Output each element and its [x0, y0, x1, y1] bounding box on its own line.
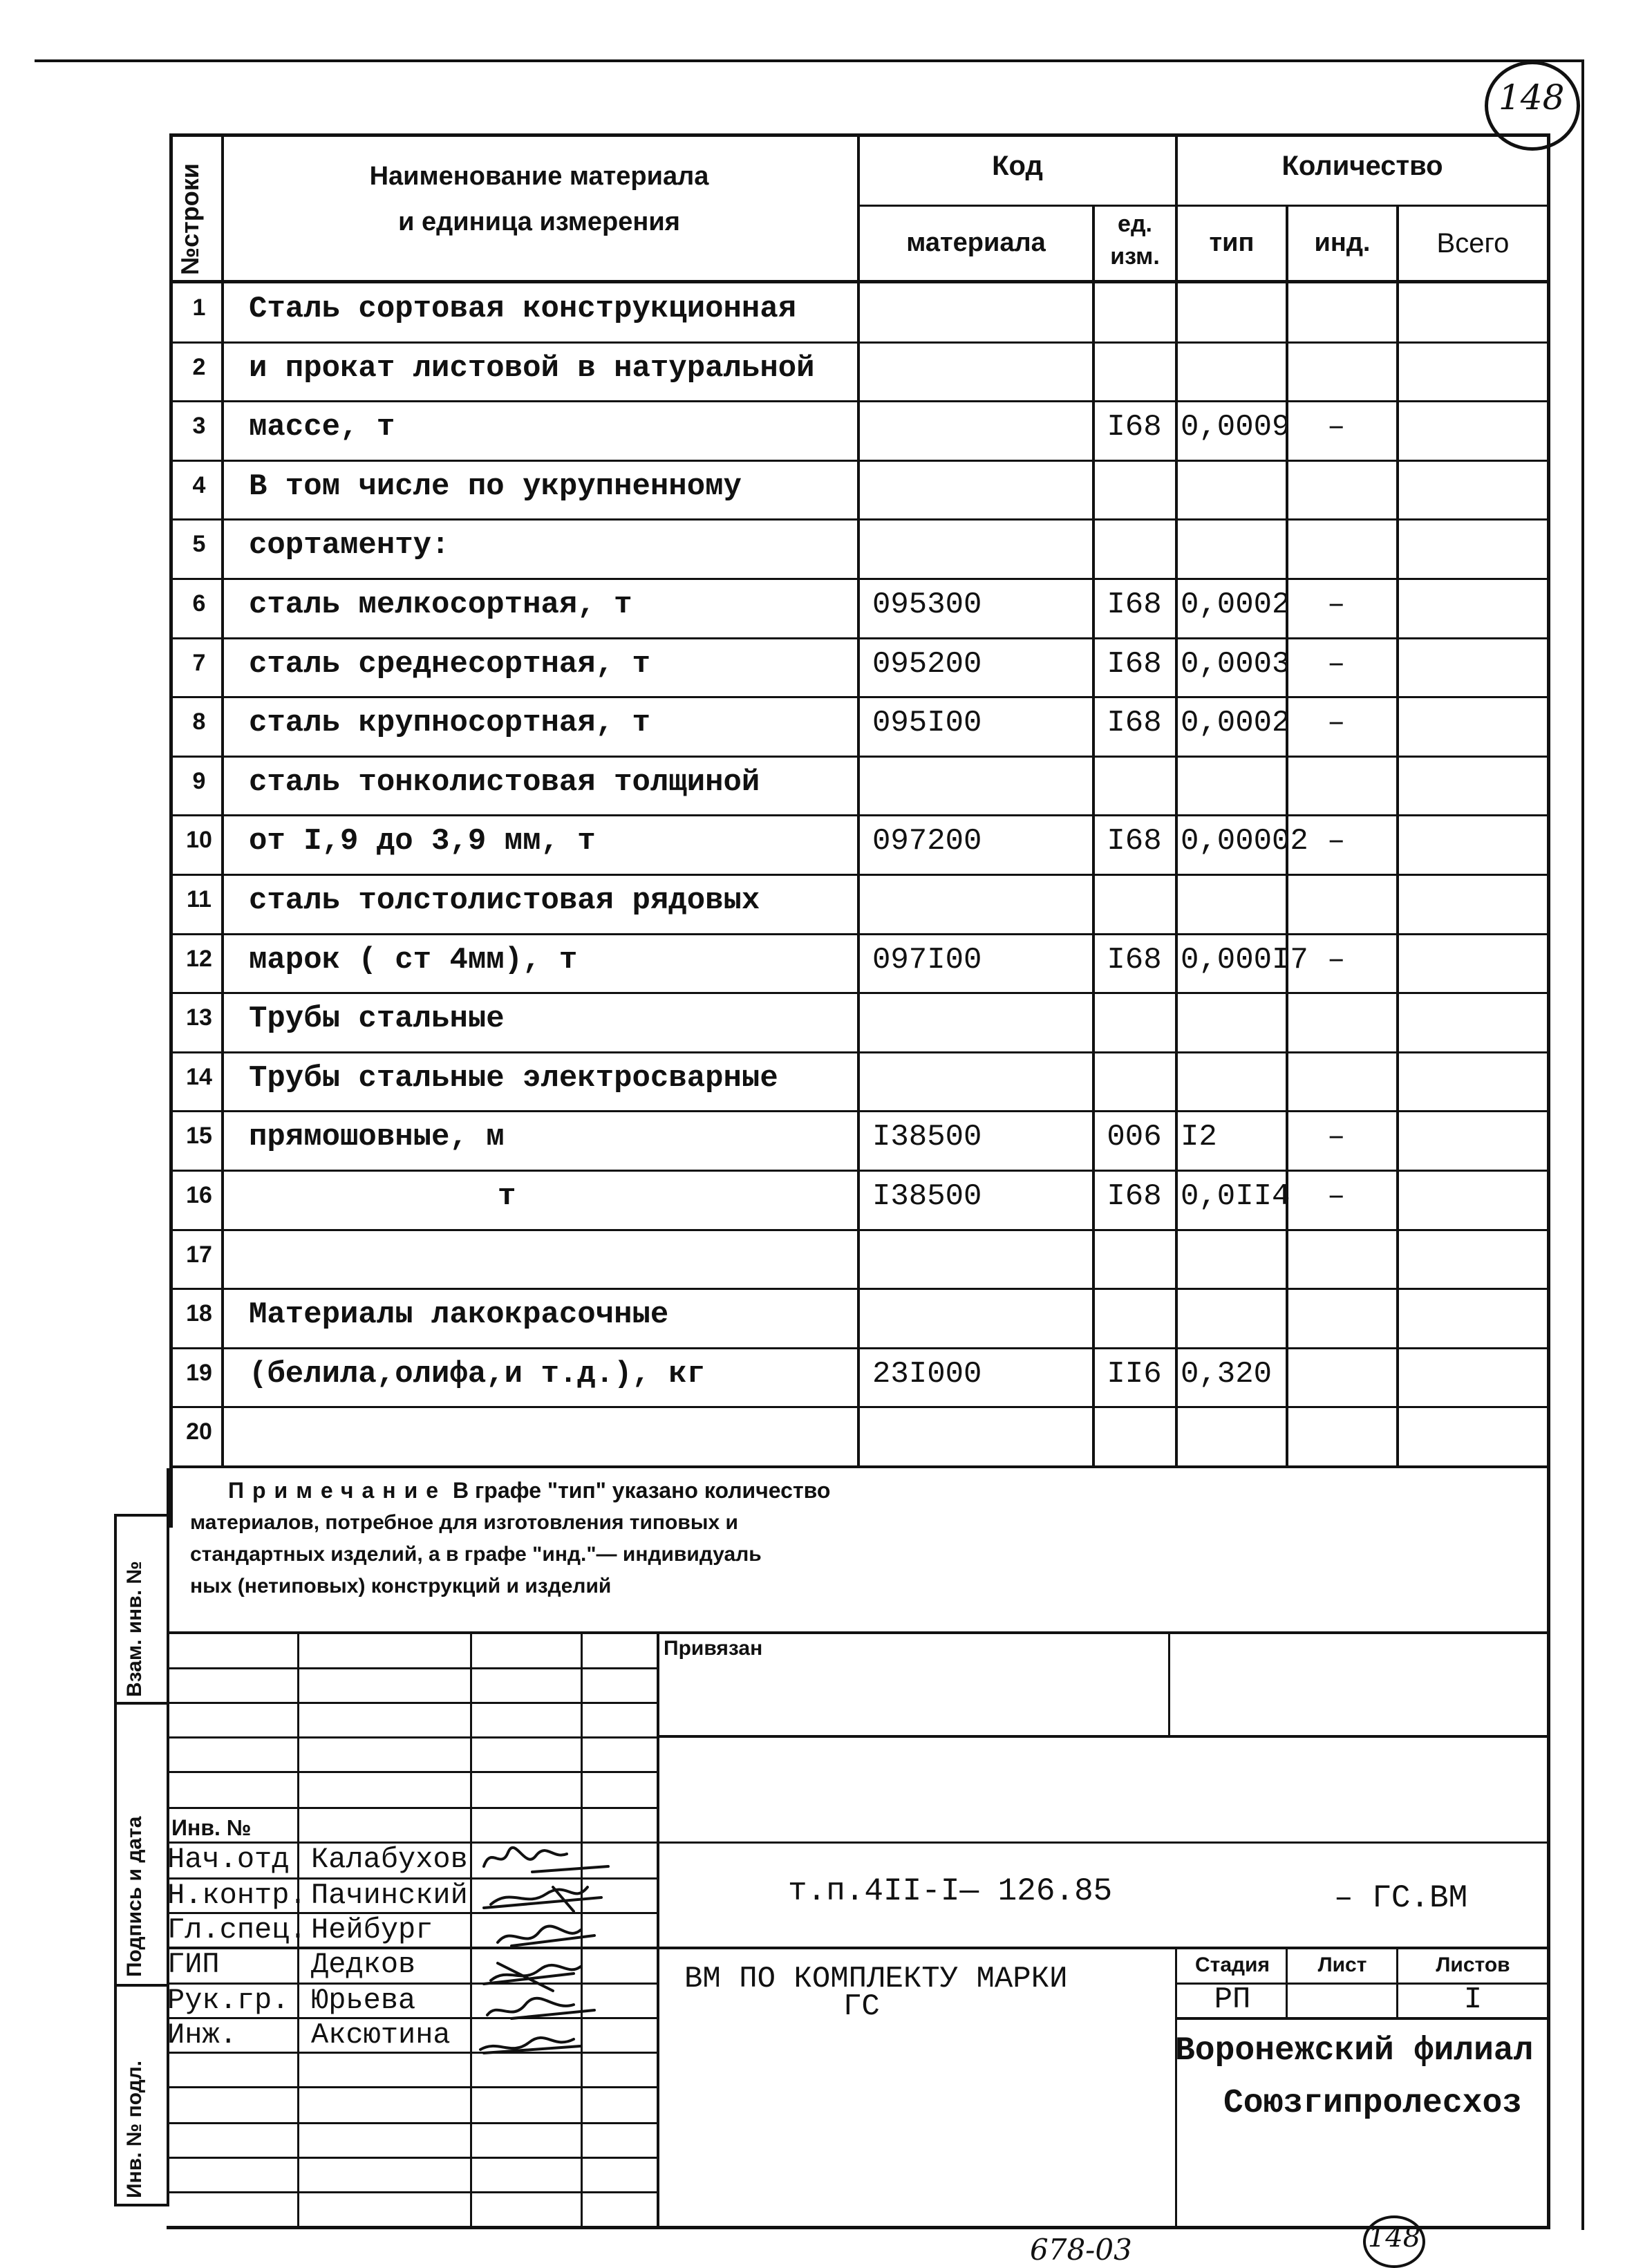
row-number: 6 [192, 590, 206, 617]
qty-ind: – [1327, 706, 1346, 740]
person-name: Дедков [311, 1948, 416, 1981]
stamp-bottom [167, 2226, 1550, 2229]
unit-code: I68 [1107, 1179, 1162, 1214]
person-name: Юрьева [311, 1984, 416, 2017]
note-text1: В графе "тип" указано количество [452, 1478, 831, 1503]
unit-code: I68 [1107, 410, 1162, 444]
person-role: Н.контр. [167, 1879, 307, 1912]
row-number: 2 [192, 354, 206, 380]
row-divider [169, 992, 1550, 994]
material-name: массе, т [249, 410, 395, 444]
top-rule [35, 59, 1583, 62]
row-number: 16 [186, 1182, 212, 1208]
row-divider [169, 933, 1550, 935]
qty-type: 0,0003 [1181, 647, 1290, 682]
row-number: 8 [192, 709, 206, 735]
row-number: 14 [186, 1064, 212, 1090]
qty-ind: – [1327, 588, 1346, 622]
qty-type: 0,320 [1181, 1357, 1272, 1391]
header-unit-line2: изм. [1110, 243, 1160, 270]
doc-code: т.п.4II-I— 126.85 [788, 1873, 1113, 1909]
header-name-line2: и единица измерения [398, 207, 680, 236]
unit-code: 006 [1107, 1120, 1162, 1154]
stage-left-line [1175, 1947, 1177, 2226]
row-divider [169, 1051, 1550, 1053]
stamp-row-1 [167, 1667, 657, 1669]
material-name: сталь среднесортная, т [249, 647, 650, 682]
stamp-row-4 [167, 1771, 657, 1773]
unit-code: I68 [1107, 647, 1162, 682]
header-code: Код [992, 151, 1043, 181]
row-number: 17 [186, 1241, 212, 1268]
qty-ind: – [1327, 410, 1346, 444]
margin-right-line [167, 1468, 169, 2205]
material-name: т [498, 1179, 516, 1214]
margin-inv-podl: Инв. № подл. [123, 2060, 146, 2198]
col-line-ind [1396, 205, 1399, 1468]
row-divider [169, 814, 1550, 816]
person-name: Калабухов [311, 1843, 468, 1876]
row-number: 19 [186, 1360, 212, 1386]
row-divider [169, 756, 1550, 758]
row-number: 15 [186, 1123, 212, 1149]
row-number: 13 [186, 1004, 212, 1031]
stage-label: Стадия [1194, 1953, 1270, 1976]
note-line2: материалов, потребное для изготовления типовых и [190, 1511, 738, 1534]
qty-ind: – [1327, 1120, 1346, 1154]
row-divider [169, 1110, 1550, 1112]
row-divider [169, 696, 1550, 698]
row-number: 11 [187, 886, 212, 912]
margin-podpis: Подпись и дата [123, 1816, 146, 1977]
qty-type: 0,0II4 [1181, 1179, 1290, 1214]
qty-ind: – [1327, 647, 1346, 682]
person-role: Инж. [167, 2018, 237, 2052]
row-divider [169, 518, 1550, 521]
qty-ind: – [1327, 943, 1346, 977]
row-number: 20 [186, 1418, 212, 1445]
unit-code: I68 [1107, 824, 1162, 859]
person-role: ГИП [167, 1948, 220, 1981]
stage-bottom-line [1175, 2017, 1548, 2020]
material-name: сталь тонколистовая толщиной [249, 765, 760, 800]
doc-title-line1: ВМ ПО КОМПЛЕКТУ МАРКИ [684, 1962, 1068, 1996]
person-name: Пачинский [311, 1879, 468, 1912]
margin-vzam: Взам. инв. № [123, 1561, 146, 1697]
row-number: 4 [192, 472, 206, 498]
header-type: тип [1209, 228, 1255, 257]
material-name: Трубы стальные [249, 1002, 505, 1036]
material-code: I38500 [872, 1179, 982, 1214]
row-number: 1 [192, 294, 206, 321]
stage-col-2 [1396, 1947, 1398, 2018]
person-role: Рук.гр. [167, 1984, 290, 2017]
col-line-name [857, 133, 860, 1468]
material-name: сталь мелкосортная, т [249, 588, 632, 622]
material-name: Трубы стальные электросварные [249, 1061, 778, 1096]
org-line1: Воронежский филиал [1175, 2032, 1534, 2070]
row-number: 10 [186, 827, 212, 853]
row-divider [169, 341, 1550, 344]
margin-line-2 [114, 1984, 169, 1987]
note-label: Примечание [228, 1478, 447, 1503]
material-name: Материалы лакокрасочные [249, 1297, 669, 1332]
header-unit-line1: ед. [1118, 211, 1152, 237]
row-number: 7 [192, 650, 206, 676]
material-name: сталь толстолистовая рядовых [249, 883, 760, 918]
row-number: 12 [186, 946, 212, 972]
stamp-row-5 [167, 1807, 657, 1809]
col-line-unit [1175, 133, 1178, 1468]
material-name: от I,9 до 3,9 мм, т [249, 824, 596, 859]
margin-top-line [114, 1514, 169, 1517]
row-number: 3 [192, 413, 206, 439]
material-code: 097I00 [872, 943, 982, 977]
page-number: 148 [1499, 77, 1565, 118]
material-name: сталь крупносортная, т [249, 706, 650, 740]
org-line2: Союзгипролесхоз [1223, 2085, 1523, 2122]
person-name: Нейбург [311, 1913, 433, 1947]
header-quantity: Количество [1281, 151, 1443, 181]
qty-type: 0,00002 [1181, 824, 1308, 859]
row-divider [169, 400, 1550, 402]
footer-code: 678-03 [1030, 2233, 1132, 2267]
header-name-line1: Наименование материала [369, 162, 709, 191]
doc-title-line2: ГС [843, 1989, 880, 2024]
material-code: 095I00 [872, 706, 982, 740]
margin-line-1 [114, 1702, 169, 1705]
qty-type: 0,0009 [1181, 410, 1290, 444]
sheets-label: Листов [1436, 1953, 1510, 1976]
material-name: и прокат листовой в натуральной [249, 351, 815, 386]
privyazan-label: Привязан [664, 1637, 763, 1660]
stage-col-1 [1286, 1947, 1288, 2018]
row-divider [169, 874, 1550, 876]
note-line1 [228, 1478, 830, 1503]
material-code: 23I000 [872, 1357, 982, 1391]
person-name: Аксютина [311, 2018, 451, 2052]
margin-line-3 [114, 2204, 169, 2206]
row-divider [169, 1347, 1550, 1349]
row-number: 9 [192, 768, 206, 794]
material-name: (белила,олифа,и т.д.), кг [249, 1357, 706, 1391]
header-material: материала [906, 228, 1046, 257]
sheet-label: Лист [1317, 1953, 1367, 1976]
qty-type: 0,000I7 [1181, 943, 1308, 977]
person-role: Нач.отд [167, 1843, 290, 1876]
material-name: прямошовные, м [249, 1120, 505, 1154]
doc-suffix: – ГС.ВМ [1334, 1880, 1468, 1916]
right-rule [1581, 59, 1584, 2230]
material-name: В том числе по укрупненному [249, 469, 742, 504]
stamp-row-2 [167, 1702, 657, 1704]
unit-code: I68 [1107, 943, 1162, 977]
header-row-no: №строки [176, 163, 204, 275]
col-line-num [221, 133, 224, 1468]
material-code: 095300 [872, 588, 982, 622]
stamp-right [1547, 1468, 1550, 2229]
qty-type: 0,0002 [1181, 706, 1290, 740]
stamp-inv-no: Инв. № [171, 1815, 252, 1840]
qty-type: I2 [1181, 1120, 1217, 1154]
unit-code: I68 [1107, 588, 1162, 622]
material-code: 095200 [872, 647, 982, 682]
row-divider [169, 578, 1550, 580]
row-divider [169, 637, 1550, 639]
table-bottom [169, 1465, 1550, 1468]
header-bottom [169, 280, 1550, 283]
header-total: Всего [1436, 228, 1510, 259]
material-code: 097200 [872, 824, 982, 859]
stamp-top [167, 1631, 1550, 1634]
note-line4: ных (нетиповых) конструкций и изделий [190, 1575, 612, 1597]
material-name: Сталь сортовая конструкционная [249, 292, 797, 326]
row-divider [169, 460, 1550, 462]
qty-ind: – [1327, 824, 1346, 859]
row-divider [169, 1229, 1550, 1231]
row-number: 5 [192, 531, 206, 557]
material-code: I38500 [872, 1120, 982, 1154]
header-ind: инд. [1314, 228, 1371, 257]
unit-code: II6 [1107, 1357, 1162, 1391]
privyazan-bottom [657, 1735, 1548, 1738]
header-subline [857, 205, 1548, 207]
signatures-image [470, 1839, 664, 2233]
footer-page: 148 [1367, 2222, 1421, 2253]
privyazan-divider [1168, 1631, 1170, 1736]
margin-left-line [114, 1514, 117, 2205]
person-role: Гл.спец. [167, 1913, 307, 1947]
material-name: сортаменту: [249, 528, 450, 563]
row-divider [169, 1288, 1550, 1290]
stamp-row-3 [167, 1736, 657, 1739]
table-top-border [169, 133, 1550, 137]
row-divider [169, 1406, 1550, 1408]
qty-type: 0,0002 [1181, 588, 1290, 622]
note-line3: стандартных изделий, а в графе "инд."— индивидуаль [190, 1543, 762, 1566]
unit-code: I68 [1107, 706, 1162, 740]
qty-ind: – [1327, 1179, 1346, 1214]
sheets-value: I [1463, 1983, 1483, 2017]
stage-value: РП [1214, 1983, 1251, 2017]
material-name: марок ( ст 4мм), т [249, 943, 578, 977]
row-divider [169, 1170, 1550, 1172]
row-number: 18 [186, 1300, 212, 1327]
